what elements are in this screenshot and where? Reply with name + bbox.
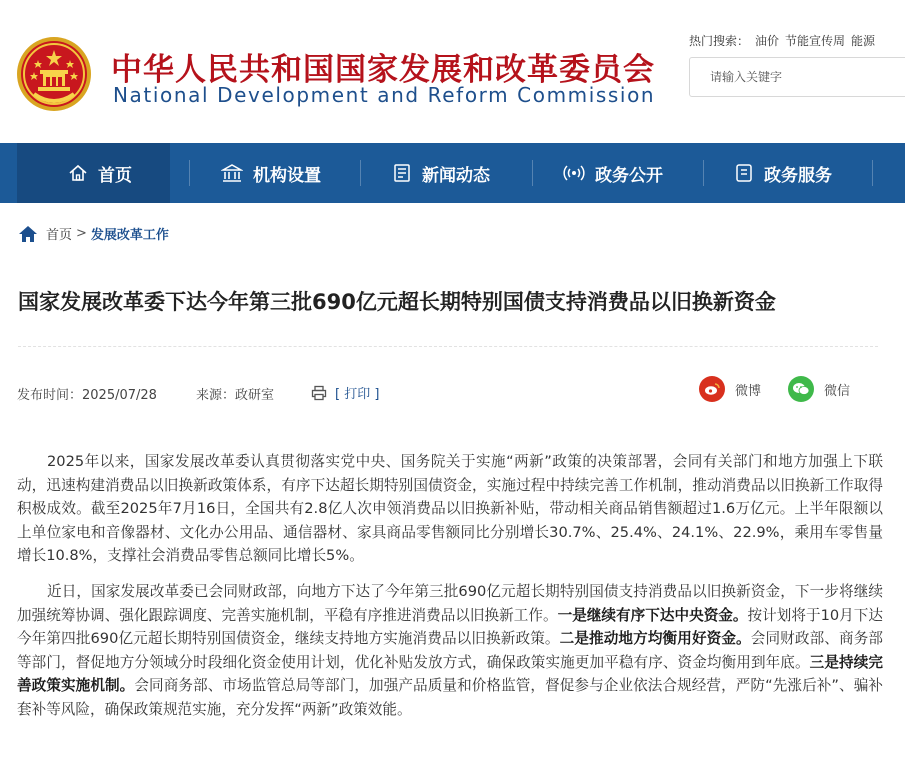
print-label: [ 打印 ] <box>335 387 380 402</box>
publish-date <box>17 384 157 403</box>
article-source <box>196 384 274 403</box>
institution-icon <box>221 163 243 183</box>
paragraph-text: 会同商务部、市场监管总局等部门，加强产品质量和价格监管，督促参与企业依法合规经营，严防“先涨后补”、骗补套补等风险，确保政策规范实施，充分发挥“两新”政策效能。 <box>17 677 883 718</box>
hot-search-term-energy-week[interactable]: 节能宣传周 <box>785 34 846 48</box>
title-divider <box>18 346 878 347</box>
weibo-icon <box>699 376 725 402</box>
nav-divider <box>872 160 873 186</box>
breadcrumb <box>18 224 169 243</box>
publish-date-value: 2025/07/28 <box>82 388 157 403</box>
home-icon[interactable] <box>18 225 38 243</box>
paragraph-text: 按计划将于10月下达今年第四批690亿元超长期特别国债资金，继续支持地方实施消费品以旧换新政策。 <box>17 606 883 647</box>
paragraph-bold-point-3: 三是持续完善政策实施机制。 <box>17 653 883 694</box>
nav-divider <box>360 160 361 186</box>
nav-label-home: 首页 <box>98 165 132 186</box>
site-name-cn[interactable]: 中华人民共和国国家发展和改革委员会 <box>111 52 655 88</box>
national-emblem-icon[interactable] <box>16 36 92 112</box>
site-header <box>0 0 905 143</box>
hot-search-label: 热门搜索： <box>689 34 750 48</box>
nav-divider <box>189 160 190 186</box>
share-wechat-label: 微信 <box>824 383 851 399</box>
article-paragraph-1: 2025年以来，国家发展改革委认真贯彻落实党中央、国务院关于实施“两新”政策的决策部署，会同有关部门和地方加强上下联动，迅速构建消费品以旧换新政策体系，有序下达超长期特别国债资金，实施过程中持续完善工作机制，推动消费品以旧换新工作取得积极成效。截至2025年7月16日，全国共有2.8亿人次申领消费品以旧换新补贴，带动相关商品销售额超过1.6万亿元。上半年限额以上单位家电和音像器材、文化办公用品、通信器材、家具商品零售额同比分别增长30.7%、25.4%、24.1%、22.9%，乘用车零售量增长10.8%，支撑社会消费品零售总额同比增长5%。 <box>17 453 883 564</box>
service-icon <box>734 163 754 183</box>
printer-icon <box>311 385 327 401</box>
home-icon <box>68 163 88 183</box>
nav-item-services[interactable] <box>734 143 832 203</box>
nav-item-news[interactable] <box>392 143 490 203</box>
article-title: 国家发展改革委下达今年第三批690亿元超长期特别国债支持消费品以旧换新资金 <box>18 290 776 314</box>
nav-divider <box>703 160 704 186</box>
share-wechat-button[interactable] <box>788 376 850 402</box>
broadcast-icon <box>563 163 585 183</box>
paragraph-text: 会同财政部、商务部等部门，督促地方分领域分时段细化资金使用计划，优化补贴发放方式，确保政策实施更加平稳有序、资金均衡用到年底。 <box>17 630 883 671</box>
nav-item-institutions[interactable] <box>221 143 321 203</box>
breadcrumb-home[interactable]: 首页 <box>46 228 73 243</box>
breadcrumb-current[interactable]: 发展改革工作 <box>90 228 169 243</box>
article-paragraph-2 <box>17 580 883 721</box>
paragraph-bold-point-1: 一是继续有序下达中央资金。 <box>557 606 748 624</box>
share-weibo-button[interactable] <box>699 376 761 402</box>
breadcrumb-separator: > <box>76 226 87 241</box>
hot-search-term-oil[interactable]: 油价 <box>755 34 780 48</box>
main-nav <box>0 143 905 203</box>
nav-label-news: 新闻动态 <box>422 165 490 186</box>
wechat-icon <box>788 376 814 402</box>
share-weibo-label: 微博 <box>735 383 762 399</box>
hot-search <box>689 32 881 49</box>
nav-divider <box>532 160 533 186</box>
nav-item-gov-affairs[interactable] <box>563 143 663 203</box>
hot-search-term-energy[interactable]: 能源 <box>851 34 876 48</box>
site-name-en[interactable]: National Development and Reform Commission <box>113 83 656 107</box>
nav-label-institutions: 机构设置 <box>253 165 321 186</box>
print-button[interactable] <box>311 383 379 402</box>
nav-label-services: 政务服务 <box>764 165 832 186</box>
nav-item-home[interactable] <box>17 143 170 203</box>
source-value: 政研室 <box>235 388 275 403</box>
source-label: 来源： <box>196 388 236 403</box>
paragraph-bold-point-2: 二是推动地方均衡用好资金。 <box>559 630 751 647</box>
news-icon <box>392 163 412 183</box>
search-input[interactable] <box>689 57 905 97</box>
nav-label-gov-affairs: 政务公开 <box>595 165 663 186</box>
paragraph-text: 近日，国家发展改革委已会同财政部，向地方下达了今年第三批690亿元超长期特别国债支持消费品以旧换新资金，下一步将继续加强统筹协调、强化跟踪调度、完善实施机制，平稳有序推进消费品以旧换新工作。 <box>17 583 883 624</box>
publish-label: 发布时间： <box>17 388 83 403</box>
